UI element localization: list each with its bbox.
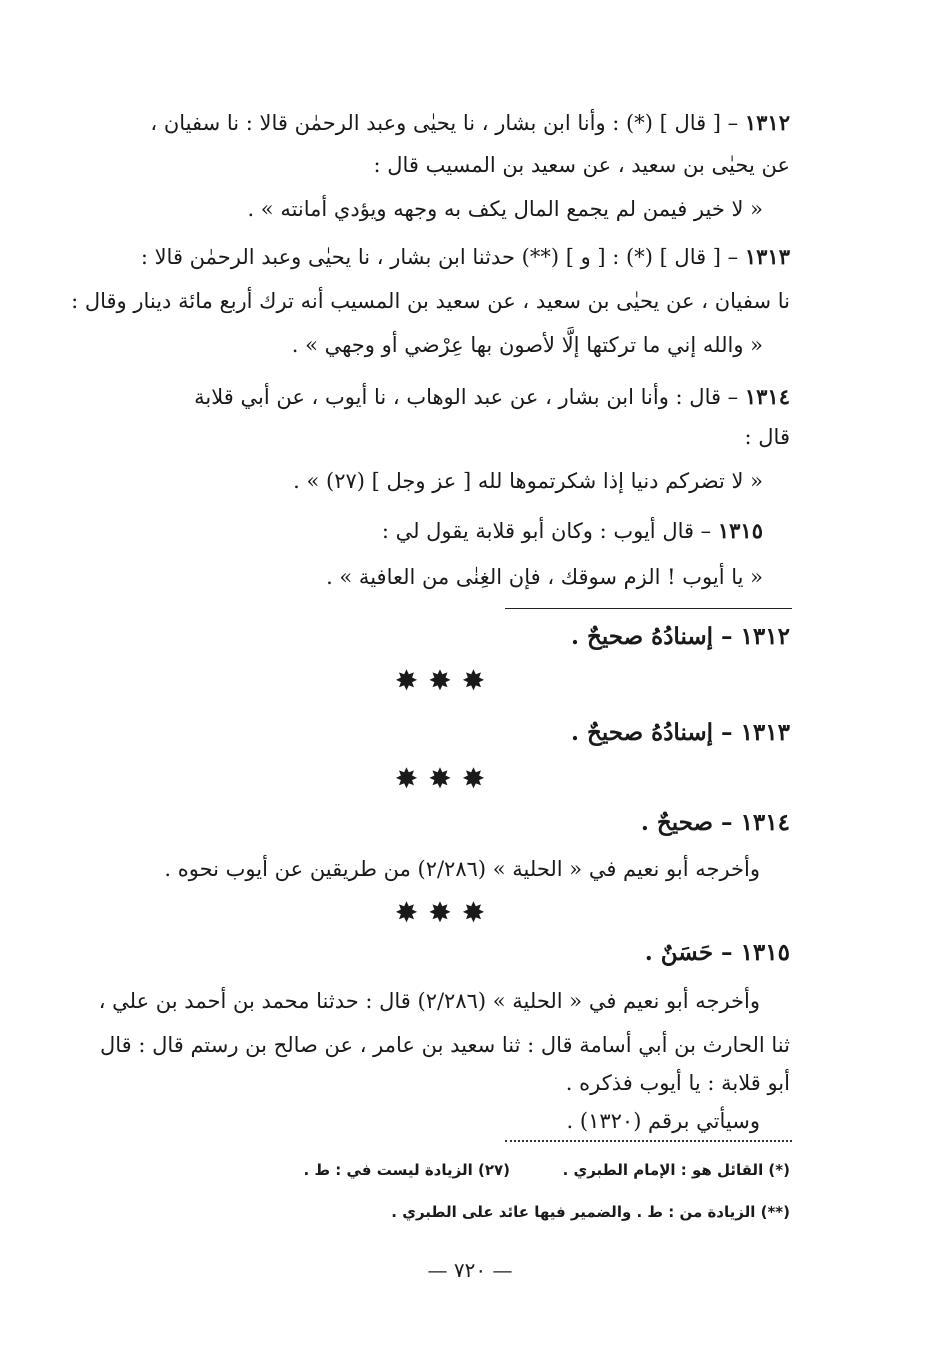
commentary-1315-line-1: وأخرجه أبو نعيم في « الحلية » (٢/٢٨٦) قال : حدثنا محمد بن أحمد بن علي ، bbox=[98, 989, 760, 1013]
footnote-double-asterisk: (**) الزيادة من : ط . والضمير فيها عائد على الطبري . bbox=[391, 1203, 790, 1221]
commentary-number: ١٣١٣ bbox=[740, 719, 790, 746]
commentary-number: ١٣١٥ bbox=[740, 939, 790, 966]
commentary-number: ١٣١٤ bbox=[740, 809, 790, 836]
commentary-1315-line-2: ثنا الحارث بن أبي أسامة قال : ثنا سعيد بن عامر ، عن صالح بن رستم قال : قال bbox=[99, 1033, 790, 1057]
entry-1313-quote: « والله إني ما تركتها إلَّا لأصون بها عِرْضي أو وجهي » . bbox=[291, 333, 763, 357]
commentary-1315-line-4: وسيأتي برقم (١٣٢٠) . bbox=[566, 1109, 760, 1133]
entry-number: ١٣١٣ bbox=[744, 244, 790, 269]
star-separator: ✸✸✸ bbox=[394, 762, 496, 795]
footnote-asterisk: (*) القائل هو : الإمام الطبري . bbox=[562, 1161, 790, 1179]
commentary-grade: – إسنادُهُ صحيحٌ . bbox=[570, 719, 733, 746]
entry-1314-line-1 bbox=[194, 380, 790, 414]
star-separator: ✸✸✸ bbox=[394, 664, 496, 697]
entry-number: ١٣١٥ bbox=[717, 518, 763, 543]
section-divider bbox=[505, 608, 792, 609]
entry-text: – قال : وأنا ابن بشار ، عن عبد الوهاب ، نا أيوب ، عن أبي قلابة bbox=[194, 385, 739, 409]
star-separator: ✸✸✸ bbox=[394, 896, 496, 929]
entry-text: – [ قال ] (*) : وأنا ابن بشار ، نا يحيٰى وعبد الرحمٰن قالا : نا سفيان ، bbox=[150, 111, 739, 135]
entry-number: ١٣١٢ bbox=[744, 110, 790, 135]
entry-1315-quote: « يا أيوب ! الزم سوقك ، فإن الغِنٰى من العافية » . bbox=[326, 565, 763, 589]
commentary-grade: – حَسَنٌ . bbox=[644, 939, 733, 966]
entry-text: – قال أيوب : وكان أبو قلابة يقول لي : bbox=[381, 519, 712, 543]
entry-1315-line-1 bbox=[382, 514, 763, 548]
commentary-1315-heading bbox=[645, 936, 790, 970]
entry-number: ١٣١٤ bbox=[744, 384, 790, 409]
entry-1314-quote: « لا تضركم دنيا إذا شكرتموها لله [ عز وجل ] (٢٧) » . bbox=[293, 469, 763, 493]
entry-text: – [ قال ] (*) : [ و ] (**) حدثنا ابن بشار ، نا يحيٰى وعبد الرحمٰن قالا : bbox=[140, 245, 739, 269]
entry-1312-line-2: عن يحيٰى بن سعيد ، عن سعيد بن المسيب قال : bbox=[373, 153, 790, 177]
footnote-divider bbox=[505, 1140, 792, 1142]
commentary-1314-line-1: وأخرجه أبو نعيم في « الحلية » (٢/٢٨٦) من طريقين عن أيوب نحوه . bbox=[164, 857, 760, 881]
commentary-1312-heading bbox=[571, 620, 790, 654]
commentary-1315-line-3: أبو قلابة : يا أيوب فذكره . bbox=[565, 1071, 790, 1095]
entry-1312-line-1 bbox=[150, 106, 790, 140]
entry-1313-line-2: نا سفيان ، عن يحيٰى بن سعيد ، عن سعيد بن المسيب أنه ترك أربع مائة دينار وقال : bbox=[71, 289, 790, 313]
page-number: — ٧٢٠ — bbox=[427, 1258, 513, 1282]
commentary-grade: – إسنادُهُ صحيحٌ . bbox=[570, 623, 733, 650]
entry-1313-line-1 bbox=[141, 240, 790, 274]
commentary-1313-heading bbox=[571, 716, 790, 750]
entry-1314-line-2: قال : bbox=[744, 425, 790, 449]
commentary-number: ١٣١٢ bbox=[740, 623, 790, 650]
commentary-1314-heading bbox=[641, 806, 790, 840]
entry-1312-quote: « لا خير فيمن لم يجمع المال يكف به وجهه ويؤدي أمانته » . bbox=[247, 197, 763, 221]
footnote-27: (٢٧) الزيادة ليست في : ط . bbox=[303, 1161, 510, 1179]
commentary-grade: – صحيحٌ . bbox=[640, 809, 733, 836]
